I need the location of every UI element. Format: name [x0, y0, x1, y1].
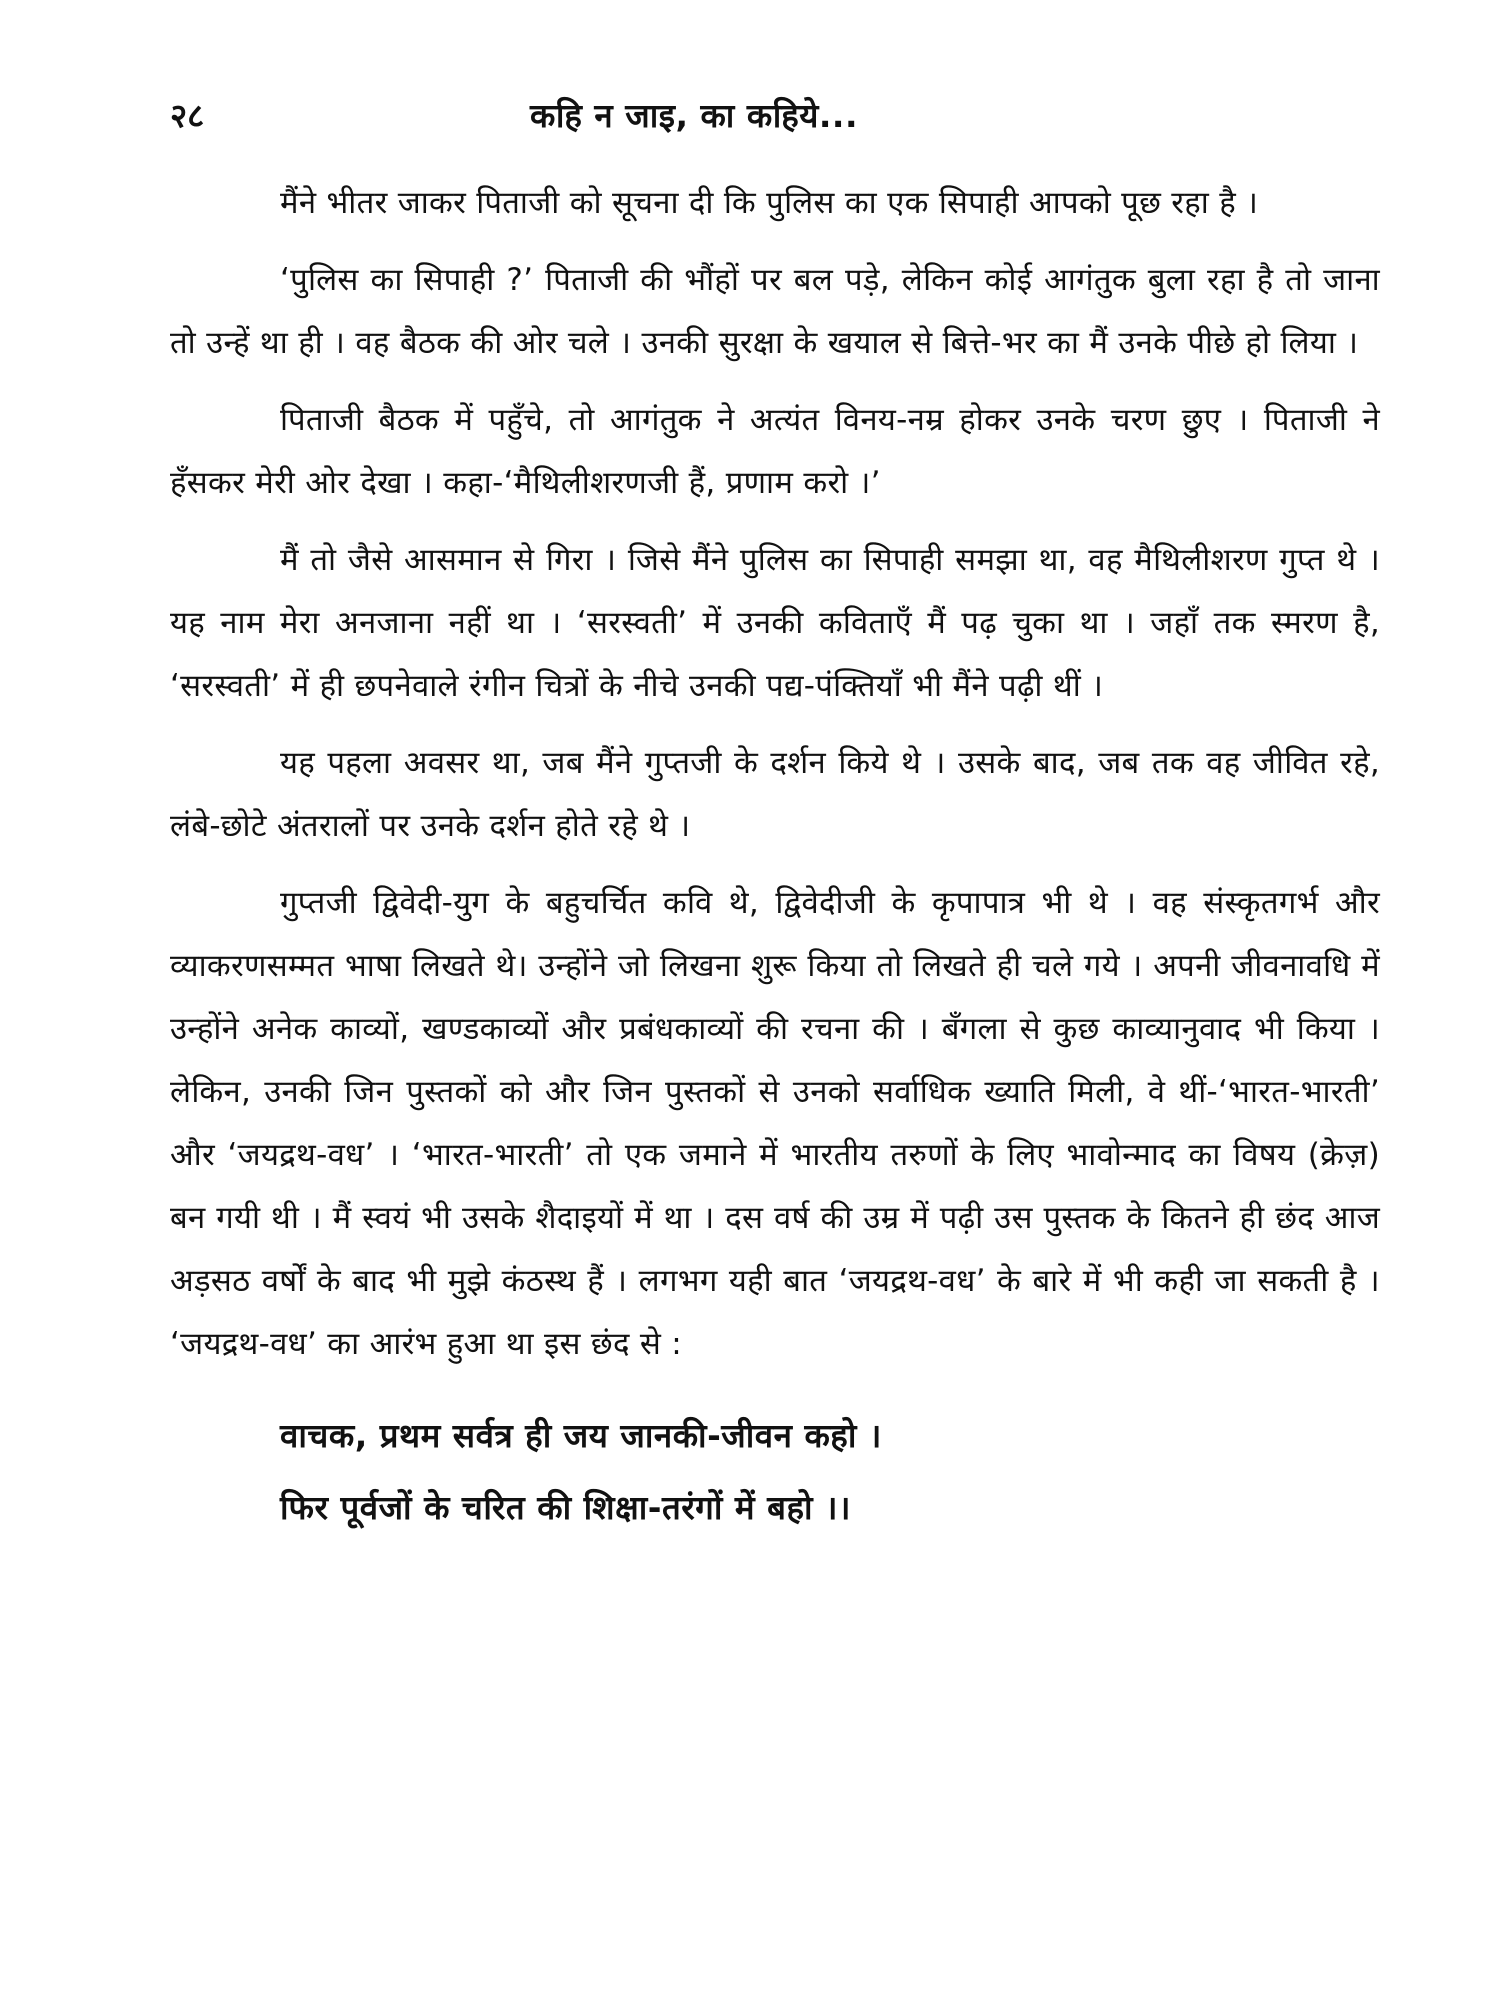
quoted-verse	[170, 1400, 1380, 1544]
paragraph-3: पिताजी बैठक में पहुँचे, तो आगंतुक ने अत्यंत विनय-नम्र होकर उनके चरण छुए । पिताजी ने हँसकर मेरी ओर देखा । कहा-‘मैथिलीशरणजी हैं, प्रणाम करो ।’	[170, 402, 1380, 501]
paragraph-5: यह पहला अवसर था, जब मैंने गुप्तजी के दर्शन किये थे । उसके बाद, जब तक वह जीवित रहे, लंबे-छोटे अंतरालों पर उनके दर्शन होते रहे थे ।	[170, 745, 1380, 844]
paragraph-1: मैंने भीतर जाकर पिताजी को सूचना दी कि पुलिस का एक सिपाही आपको पूछ रहा है ।	[280, 185, 1259, 221]
verse-line-1: वाचक, प्रथम सर्वत्र ही जय जानकी-जीवन कहो ।	[280, 1416, 882, 1455]
verse-line-2: फिर पूर्वजों के चरित की शिक्षा-तरंगों में बहो ।।	[280, 1488, 852, 1527]
page-number: २८	[170, 96, 205, 135]
paragraph-6: गुप्तजी द्विवेदी-युग के बहुचर्चित कवि थे, द्विवेदीजी के कृपापात्र भी थे । वह संस्कृतगर्भ और व्याकरणसम्मत भाषा लिखते थे। उन्होंने जो लिखना शुरू किया तो लिखते ही चले गये । अपनी जीवनावधि में उन्होंने अनेक काव्यों, खण्डकाव्यों और प्रबंधकाव्यों की रचना की । बँगला से कुछ काव्यानुवाद भी किया । लेकिन, उनकी जिन पुस्तकों को और जिन पुस्तकों से उनको सर्वाधिक ख्याति मिली, वे थीं-‘भारत-भारती’ और ‘जयद्रथ-वध’ । ‘भारत-भारती’ तो एक जमाने में भारतीय तरुणों के लिए भावोन्माद का विषय (क्रेज़) बन गयी थी । मैं स्वयं भी उसके शैदाइयों में था । दस वर्ष की उम्र में पढ़ी उस पुस्तक के कितने ही छंद आज अड़सठ वर्षों के बाद भी मुझे कंठस्थ हैं । लगभग यही बात ‘जयद्रथ-वध’ के बारे में भी कही जा सकती है । ‘जयद्रथ-वध’ का आरंभ हुआ था इस छंद से :	[170, 885, 1380, 1362]
page-body	[170, 172, 1380, 1544]
page-header	[170, 92, 1380, 152]
paragraph-4: मैं तो जैसे आसमान से गिरा । जिसे मैंने पुलिस का सिपाही समझा था, वह मैथिलीशरण गुप्त थे । यह नाम मेरा अनजाना नहीं था । ‘सरस्वती’ में उनकी कविताएँ मैं पढ़ चुका था । जहाँ तक स्मरण है, ‘सरस्वती’ में ही छपनेवाले रंगीन चित्रों के नीचे उनकी पद्य-पंक्तियाँ भी मैंने पढ़ी थीं ।	[170, 542, 1380, 704]
running-title: कहि न जाइ, का कहिये...	[530, 96, 859, 135]
paragraph-2: ‘पुलिस का सिपाही ?’ पिताजी की भौंहों पर बल पड़े, लेकिन कोई आगंतुक बुला रहा है तो जाना तो उन्हें था ही । वह बैठक की ओर चले । उनकी सुरक्षा के खयाल से बित्ते-भर का मैं उनके पीछे हो लिया ।	[170, 262, 1380, 361]
